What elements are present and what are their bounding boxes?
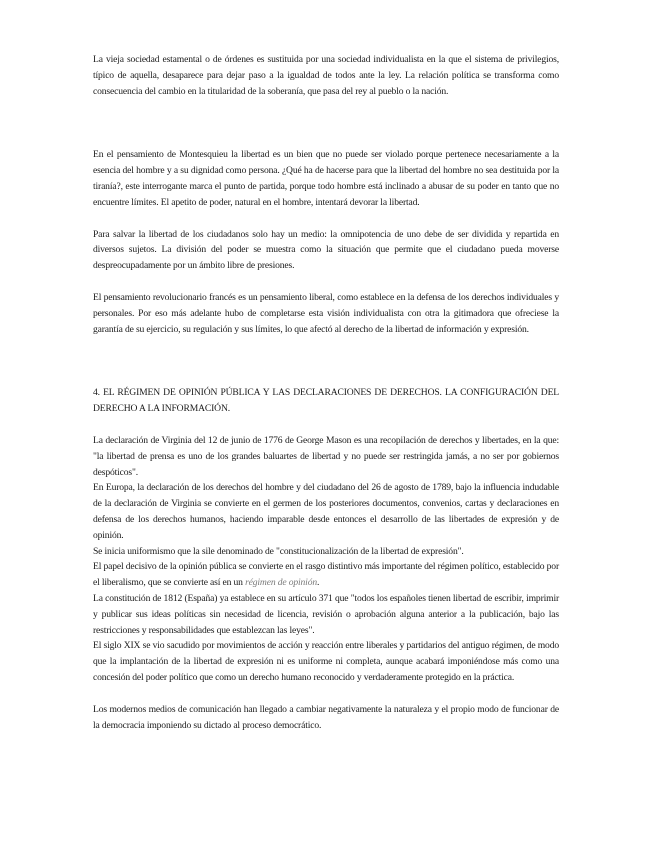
paragraph-revolutionary-thought: El pensamiento revolucionario francés es un pensamiento liberal, como establece en la defensa de los derechos individuales y personales. Por eso más adelante hubo de completarse esta visión individualista con otra la gitimadora que ofreciese la garantía de su ejercicio, su regulación y sus límites, lo que afectó al derecho de la libertad de información y expresión. bbox=[93, 291, 559, 335]
paragraph-constitution-1812: La constitución de 1812 (España) ya establece en su artículo 371 que "todos los españoles tienen libertad de escribir, imprimir y publicar sus ideas políticas sin necesidad de licencia, revisión o aprobación alguna anterior a la publicación, bajo las restricciones y responsabilidades que establezcan las leyes". bbox=[93, 592, 559, 636]
paragraph-modern-media: Los modernos medios de comunicación han llegado a cambiar negativamente la naturaleza y el propio modo de funcionar de la democracia imponiendo su dictado al proceso democrático. bbox=[93, 703, 559, 731]
paragraph-society: La vieja sociedad estamental o de órdenes es sustituida por una sociedad individualista en la que el sistema de privilegios, típico de aquella, desaparece para dejar paso a la igualdad de todos ante la ley. La relación política se transforma como consecuencia del cambio en la titularidad de la soberanía, que pasa del rey al pueblo o la nación. bbox=[93, 54, 559, 97]
public-opinion-text: El papel decisivo de la opinión pública se convierte en el rasgo distintivo más importante del régimen político, establecido por el liberalismo, que se convierte así en un bbox=[93, 561, 559, 589]
public-opinion-end: . bbox=[316, 577, 320, 589]
paragraph-nineteenth-century: El siglo XIX se vio sacudido por movimientos de acción y reacción entre liberales y partidarios del antiguo régimen, de modo que la implantación de la libertad de expresión ni es uniforme ni completa, aunque acabará imponiéndose más como una concesión del poder político que como un derecho humano reconocido y verdaderamente protegido en la práctica. bbox=[93, 640, 559, 683]
regimen-de-opinion-term: régimen de opinión bbox=[245, 577, 317, 589]
paragraph-virginia-declaration: La declaración de Virginia del 12 de junio de 1776 de George Mason es una recopilación de derechos y libertades, en la que: "la libertad de prensa es uno de los grandes baluartes de libertad y no puede ser restringida jamás, a no ser por gobiernos despóticos". bbox=[93, 434, 559, 478]
paragraph-public-opinion bbox=[93, 559, 559, 591]
section-heading: 4. EL RÉGIMEN DE OPINIÓN PÚBLICA Y LAS DECLARACIONES DE DERECHOS. LA CONFIGURACIÓN DEL DERECHO A LA INFORMACIÓN. bbox=[93, 387, 559, 415]
paragraph-montesquieu: En el pensamiento de Montesquieu la libertad es un bien que no puede ser violado porque pertenece necesariamente a la esencia del hombre y a su dignidad como persona. ¿Qué ha de hacerse para que la libertad del hombre no sea destituida por la tiranía?, este interrogante marca el punto de partida, porque todo hombre está inclinado a abusar de su poder en tanto que no encuentre límites. El apetito de poder, natural en el hombre, intentará devorar la libertad. bbox=[93, 149, 559, 208]
paragraph-europe-declaration: En Europa, la declaración de los derechos del hombre y del ciudadano del 26 de agosto de 1789, bajo la influencia indudable de la declaración de Virginia se convierte en el germen de los posteriores documentos, convenios, cartas y declaraciones en defensa de los derechos humanos, haciendo imparable desde entonces el desarrollo de las libertades de expresión y de opinión. bbox=[93, 482, 559, 541]
paragraph-constitutionalization: Se inicia uniformismo que la sile denominado de "constitucionalización de la libertad de expresión". bbox=[93, 545, 464, 557]
paragraph-division-of-power: Para salvar la libertad de los ciudadanos solo hay un medio: la omnipotencia de uno debe de ser dividida y repartida en diversos sujetos. La división del poder se muestra como la situación que permite que el ciudadano pueda moverse despreocupadamente por un ámbito libre de presiones. bbox=[93, 228, 559, 272]
document-page bbox=[93, 52, 559, 733]
